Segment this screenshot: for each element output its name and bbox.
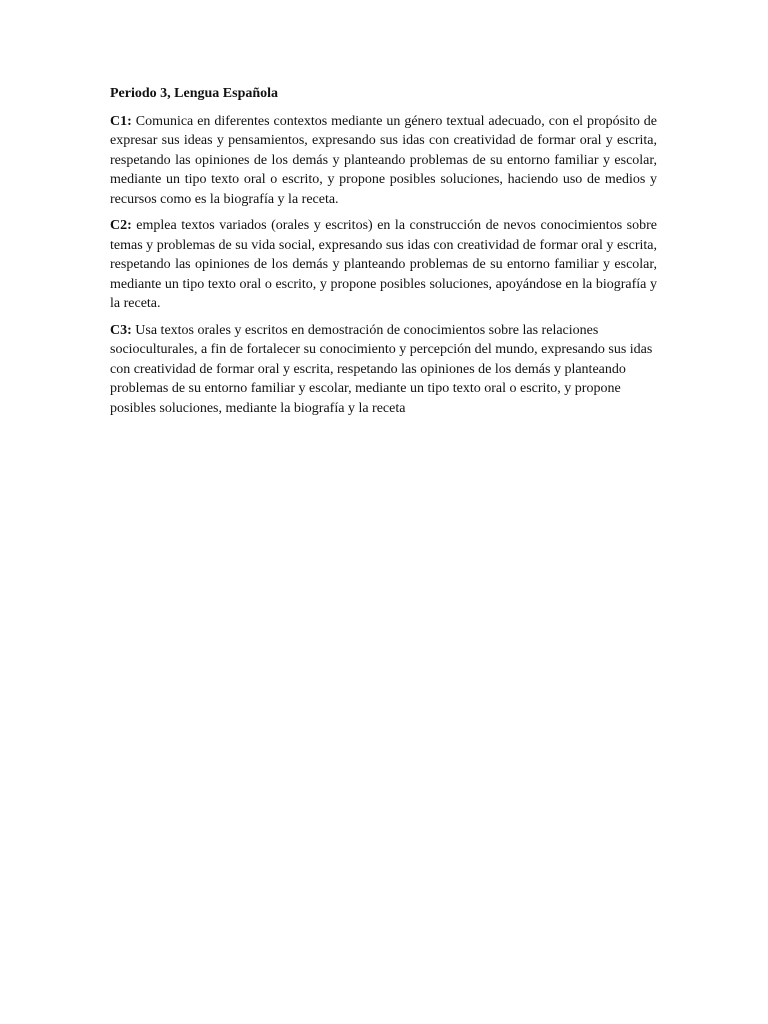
competency-c2 xyxy=(110,216,657,314)
competency-c1 xyxy=(110,112,657,210)
competency-label: C1: xyxy=(110,113,132,129)
competency-label: C2: xyxy=(110,218,132,233)
competency-c3 xyxy=(110,321,657,419)
competency-label: C3: xyxy=(110,322,132,338)
document-page xyxy=(110,84,657,425)
competency-text: Comunica en diferentes contextos mediante un género textual adecuado, con el propósito de expresar sus ideas y pensamientos, expresando sus idas con creatividad de formar oral y escrita, respetando las opiniones de los demás y planteando problemas de su entorno familiar y escolar, mediante un tipo texto oral o escrito, y propone posibles soluciones, haciendo uso de medios y recursos como es la biografía y la receta. xyxy=(110,113,657,207)
competency-text: Usa textos orales y escritos en demostración de conocimientos sobre las relaciones socioculturales, a fin de fortalecer su conocimiento y percepción del mundo, expresando sus idas con creatividad de formar oral y escrita, respetando las opiniones de los demás y planteando problemas de su entorno familiar y escolar, mediante un tipo texto oral o escrito, y propone posibles soluciones, mediante la biografía y la receta xyxy=(110,322,653,416)
competency-text: emplea textos variados (orales y escritos) en la construcción de nevos conocimientos sobre temas y problemas de su vida social, expresando sus idas con creatividad de formar oral y escrita, respetando las opiniones de los demás y planteando problemas de su entorno familiar y escolar, mediante un tipo texto oral o escrito, y propone posibles soluciones, apoyándose en la biografía y la receta. xyxy=(110,218,657,311)
document-heading: Periodo 3, Lengua Española xyxy=(110,86,279,101)
